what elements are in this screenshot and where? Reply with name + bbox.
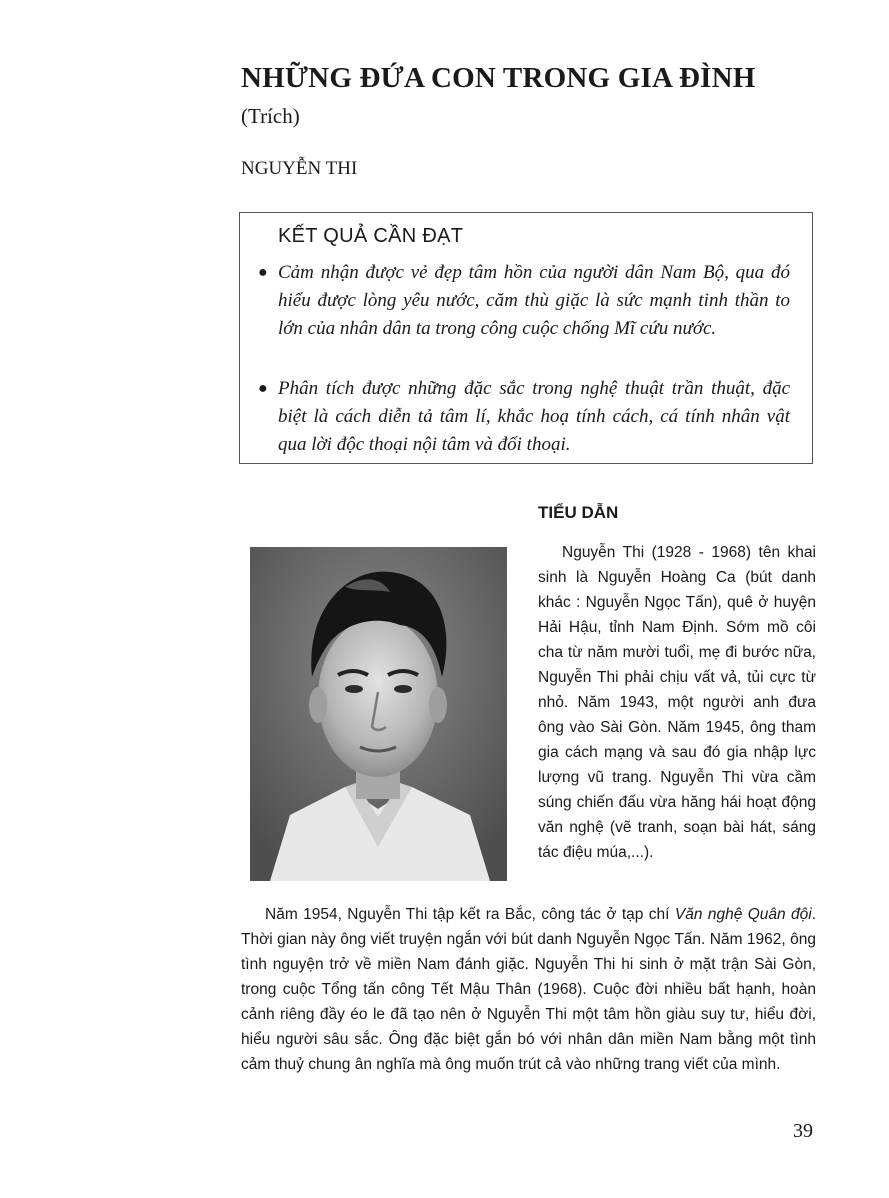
learning-goals-box	[239, 212, 813, 464]
paragraph-text-start: Năm 1954, Nguyễn Thi tập kết ra Bắc, công tác ở tạp chí	[265, 906, 675, 923]
author-portrait	[250, 547, 507, 881]
goal-text: Phân tích được những đặc sắc trong nghệ thuật trần thuật, đặc biệt là cách diễn tả tâm lí, khắc hoạ tính cách, cá tính nhân vật qua lời độc thoại nội tâm và đối thoại.	[278, 378, 790, 455]
intro-paragraph-continued	[241, 902, 816, 1077]
bullet-icon: ●	[258, 264, 268, 281]
paragraph-text	[241, 902, 816, 1077]
page-title: NHỮNG ĐỨA CON TRONG GIA ĐÌNH	[241, 62, 756, 94]
goal-text: Cảm nhận được vẻ đẹp tâm hồn của người dân Nam Bộ, qua đó hiểu được lòng yêu nước, căm thù giặc là sức mạnh tinh thần to lớn của nhân dân ta trong công cuộc chống Mĩ cứu nước.	[278, 262, 790, 339]
goal-item	[258, 259, 790, 343]
author-name: NGUYỄN THI	[241, 158, 358, 179]
paragraph-text: Nguyễn Thi (1928 - 1968) tên khai sinh là Nguyễn Hoàng Ca (bút danh khác : Nguyễn Ngọc Tấn), quê ở huyện Hải Hậu, tỉnh Nam Định. Sớm mồ côi cha từ năm mười tuổi, mẹ đi bước nữa, Nguyễn Thi phải chịu vất vả, tủi cực từ nhỏ. Năm 1943, một người anh đưa ông vào Sài Gòn. Năm 1945, ông tham gia cách mạng và sau đó gia nhập lực lượng vũ trang. Nguyễn Thi vừa cầm súng chiến đấu vừa hăng hái hoạt động văn nghệ (vẽ tranh, soạn bài hát, sáng tác điệu múa,...).	[538, 544, 816, 861]
paragraph-text-end: . Thời gian này ông viết truyện ngắn với bút danh Nguyễn Ngọc Tấn. Năm 1962, ông tình nguyện trở về miền Nam đánh giặc. Nguyễn Thi hi sinh ở mặt trận Sài Gòn, trong cuộc Tổng tấn công Tết Mậu Thân (1968). Cuộc đời nhiều bất hạnh, hoàn cảnh riêng đầy éo le đã tạo nên ở Nguyễn Thi một tâm hồn giàu suy tư, hiểu đời, hiểu người sâu sắc. Ông đặc biệt gắn bó với nhân dân miền Nam bằng một tình cảm thuỷ chung ân nghĩa mà ông muốn trút cả vào những trang viết của mình.	[241, 906, 816, 1073]
goal-item	[258, 375, 790, 459]
intro-paragraph	[538, 540, 816, 865]
goals-heading: KẾT QUẢ CẦN ĐẠT	[278, 225, 464, 247]
magazine-name: Văn nghệ Quân đội	[674, 906, 812, 923]
section-heading: TIỂU DẪN	[538, 503, 619, 522]
bullet-icon: ●	[258, 380, 268, 397]
subtitle: (Trích)	[241, 104, 300, 128]
page-number: 39	[793, 1120, 813, 1142]
